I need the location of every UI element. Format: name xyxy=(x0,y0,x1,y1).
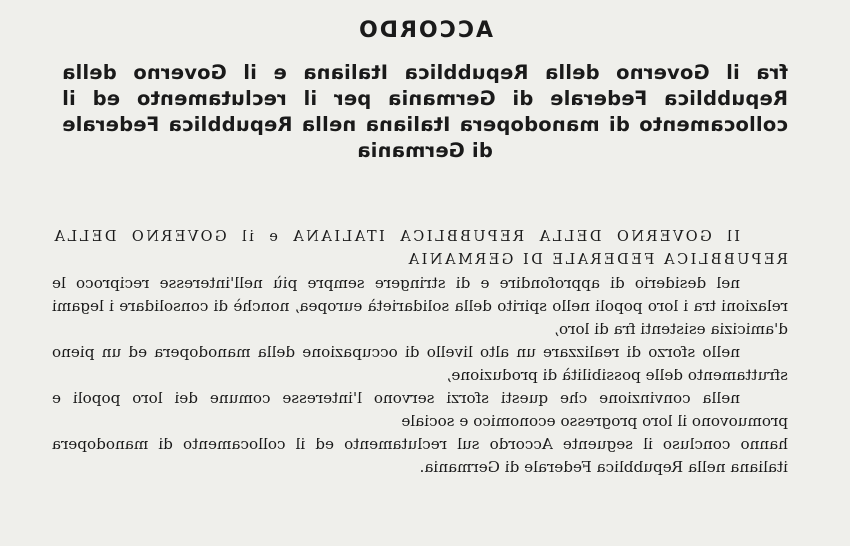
conclusion-paragraph: hanno concluso il seguente Accordo sul reclutamento ed il collocamento di manodopera italiana nella Repubblica Federale di Germania. xyxy=(52,435,788,476)
recital-paragraph: nel desiderio di approfondire e di stringere sempre più nell'interesse reciproco le relazioni tra i loro popoli nello spirito della solidarietà europea, nonchè di consolidare i legami d'amicizia esistenti fra di loro, xyxy=(52,274,788,338)
recital-paragraph: nello sforzo di realizzare un alto livello di occupazione della manodopera ed un pieno sfruttamento delle possibilità di produzione, xyxy=(52,343,788,384)
recital-paragraph: nella convinzione che questi sforzi servono l'interesse comune dei loro popoli e promuovono il loro progresso economico e sociale xyxy=(52,389,788,430)
document-subtitle: fra il Governo della Repubblica Italiana e il Governo della Repubblica Federale di Germania per il reclutamento ed il collocamento di manodopera Italiana nella Repubblica Federale di Germania xyxy=(62,61,788,162)
document-title: ACCORDO xyxy=(357,18,493,43)
contracting-parties: Il GOVERNO DELLA REPUBBLICA ITALIANA e il GOVERNO DELLA REPUBBLICA FEDERALE DI GERMANIA xyxy=(52,229,788,268)
document-body xyxy=(52,226,788,479)
